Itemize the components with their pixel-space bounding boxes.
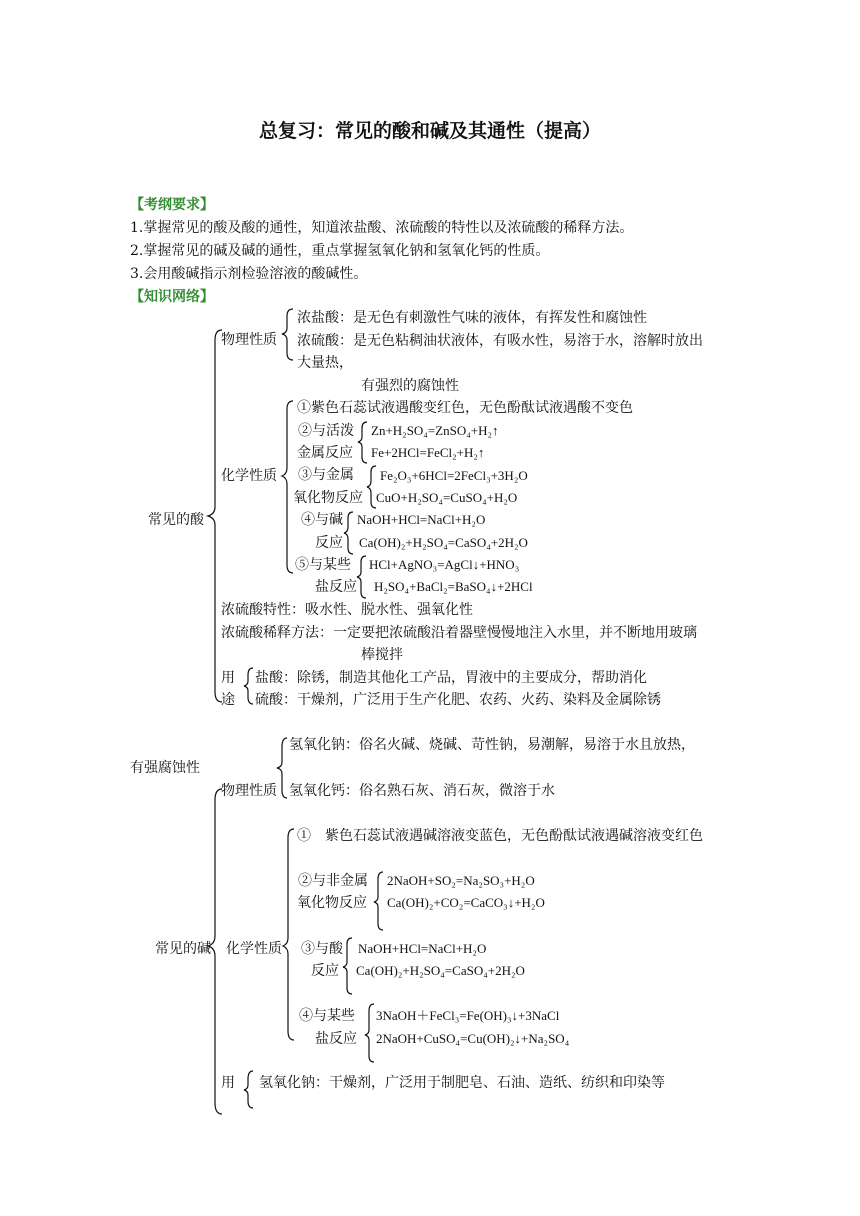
equation: 2NaOH+CuSO₄=Cu(OH)₂↓+Na₂SO₄ — [376, 1031, 570, 1046]
equation: 3NaOH＋FeCl₃=Fe(OH)₃↓+3NaCl — [376, 1008, 560, 1023]
acid-oxide-label: 氧化物反应 — [293, 490, 363, 506]
base-salt-label: ④与某些 — [299, 1008, 355, 1024]
equation: Ca(OH)₂+H₂SO₄=CaSO₄+2H₂O — [356, 963, 525, 978]
equation: HCl+AgNO₃=AgCl↓+HNO₃ — [369, 557, 520, 572]
base-physical-label: 物理性质 — [221, 783, 277, 799]
acid-uses-label: 途 — [221, 692, 235, 708]
base-corrosive: 有强腐蚀性 — [130, 760, 200, 776]
acid-uses-label: 用 — [221, 670, 235, 686]
acid-physical-label: 物理性质 — [221, 332, 277, 348]
equation: NaOH+HCl=NaCl+H₂O — [357, 512, 486, 527]
acid-salt-label: 盐反应 — [315, 579, 357, 595]
acid-uses-hcl: 盐酸：除锈，制造其他化工产品，胃液中的主要成分，帮助消化 — [255, 670, 647, 686]
equation: H₂SO₄+BaCl₂=BaSO₄↓+2HCl — [374, 579, 533, 594]
equation: Fe+2HCl=FeCl₂+H₂↑ — [371, 445, 485, 460]
base-physical-caoh2: 氢氧化钙：俗名熟石灰、消石灰，微溶于水 — [289, 783, 555, 799]
equation: Ca(OH)₂+CO₂=CaCO₃↓+H₂O — [387, 895, 545, 910]
acid-uses-h2so4: 硫酸：干燥剂，广泛用于生产化肥、农药、火药、染料及金属除锈 — [255, 692, 661, 708]
base-uses-naoh: 氢氧化钠：干燥剂，广泛用于制肥皂、石油、造纸、纺织和印染等 — [259, 1075, 665, 1091]
base-oxide-label: 氧化物反应 — [297, 895, 367, 911]
acid-physical-h2so4: 浓硫酸：是无色粘稠油状液体，有吸水性，易溶于水，溶解时放出 — [297, 333, 703, 349]
base-physical-naoh: 氢氧化钠：俗名火碱、烧碱、苛性钠，易潮解，易溶于水且放热， — [289, 737, 695, 753]
acid-metal-label: 金属反应 — [297, 445, 353, 461]
page-title: 总复习：常见的酸和碱及其通性（提高） — [258, 120, 601, 142]
acid-metal-label: ②与活泼 — [298, 423, 354, 439]
base-acid-label: 反应 — [311, 963, 339, 979]
acid-dilution: 浓硫酸稀释方法：一定要把浓硫酸沿着器壁慢慢地注入水里，并不断地用玻璃 — [221, 625, 697, 641]
acid-special: 浓硫酸特性：吸水性、脱水性、强氧化性 — [221, 602, 473, 618]
equation: Fe₂O₃+6HCl=2FeCl₃+3H₂O — [380, 468, 528, 483]
equation: Ca(OH)₂+H₂SO₄=CaSO₄+2H₂O — [359, 535, 528, 550]
acid-base-label: ④与碱 — [301, 512, 343, 528]
equation: CuO+H₂SO₄=CuSO₄+H₂O — [376, 490, 518, 505]
base-oxide-label: ②与非金属 — [298, 873, 368, 889]
base-acid-label: ③与酸 — [301, 941, 343, 957]
acid-chemical-label: 化学性质 — [221, 468, 277, 484]
equation: NaOH+HCl=NaCl+H₂O — [358, 941, 487, 956]
acid-physical-h2so4-cont: 有强烈的腐蚀性 — [361, 378, 459, 394]
base-chemical-label: 化学性质 — [226, 941, 282, 957]
acid-label: 常见的酸 — [148, 512, 204, 528]
outline-item: 1.掌握常见的酸及酸的通性，知道浓盐酸、浓硫酸的特性以及浓硫酸的稀释方法。 — [130, 220, 634, 236]
acid-physical-h2so4-cont: 大量热， — [297, 355, 353, 371]
base-indicator: ① 紫色石蕊试液遇碱溶液变蓝色，无色酚酞试液遇碱溶液变红色 — [297, 828, 703, 844]
outline-heading: 【考纲要求】 — [130, 197, 214, 213]
equation: 2NaOH+SO₂=Na₂SO₃+H₂O — [387, 873, 535, 888]
acid-physical-hcl: 浓盐酸：是无色有刺激性气味的液体，有挥发性和腐蚀性 — [297, 310, 647, 326]
outline-item: 3.会用酸碱指示剂检验溶液的酸碱性。 — [130, 266, 368, 282]
acid-base-label: 反应 — [315, 535, 343, 551]
base-uses-label: 用 — [221, 1075, 235, 1091]
outline-item: 2.掌握常见的碱及碱的通性，重点掌握氢氧化钠和氢氧化钙的性质。 — [130, 243, 550, 259]
equation: Zn+H₂SO₄=ZnSO₄+H₂↑ — [371, 423, 499, 438]
network-heading: 【知识网络】 — [130, 289, 214, 305]
base-salt-label: 盐反应 — [315, 1031, 357, 1047]
acid-dilution-cont: 棒搅拌 — [361, 647, 403, 663]
acid-oxide-label: ③与金属 — [298, 467, 354, 483]
acid-indicator: ①紫色石蕊试液遇酸变红色，无色酚酞试液遇酸不变色 — [297, 400, 633, 416]
base-label: 常见的碱 — [155, 941, 211, 957]
acid-salt-label: ⑤与某些 — [295, 557, 351, 573]
